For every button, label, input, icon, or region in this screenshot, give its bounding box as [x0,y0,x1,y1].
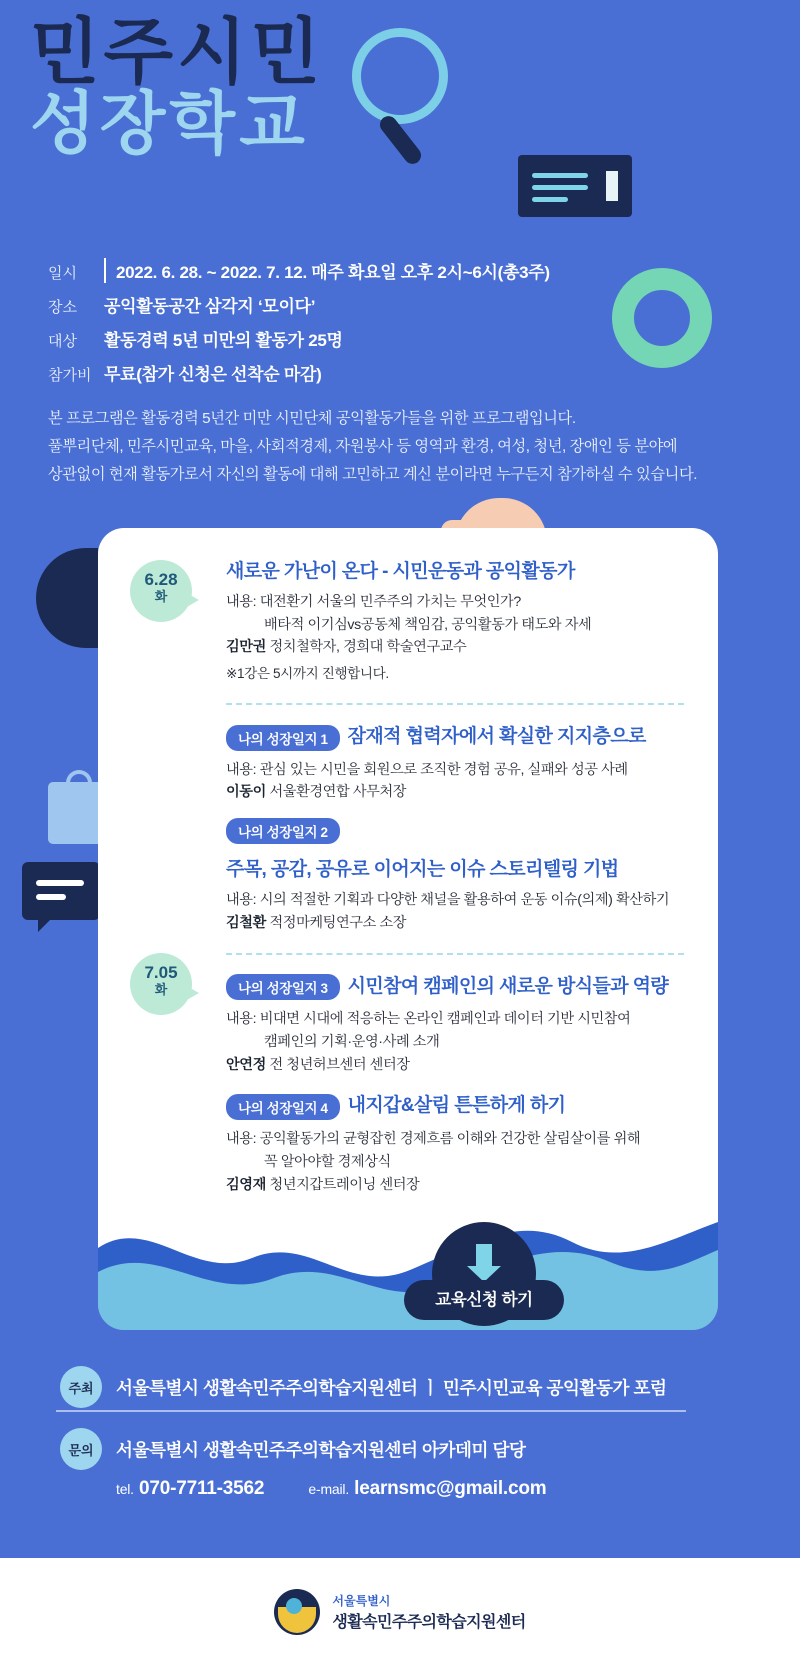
session-1-body-line-1: 내용: 대전환기 서울의 민주주의 가치는 무엇인가? [226,594,521,610]
bag-handle [66,770,92,792]
info-label: 일시 [48,265,77,282]
info-row [48,292,688,317]
description-line-1: 본 프로그램은 활동경력 5년간 미만 시민단체 공익활동가들을 위한 프로그램입니다. [48,410,576,427]
info-table [48,258,688,394]
logo-text-bottom: 생활속민주주의학습지원센터 [332,1614,526,1631]
description-line-3: 상관없이 현재 활동가로서 자신의 활동에 대해 고민하고 계신 분이라면 누구든지 참가하실 수 있습니다. [48,466,698,484]
info-row [48,258,688,283]
speech-line-2 [36,894,66,900]
session-2-weekday: 화 [154,981,168,997]
organization-logo-icon [274,1589,320,1635]
info-value: 활동경력 5년 미만의 활동가 25명 [104,331,343,350]
session-2-speaker-1-desc: 서울환경연합 사무처장 [265,784,407,801]
session-2-chip-2: 나의 성장일지 2 [226,818,340,844]
session-2-title-2: 주목, 공감, 공유로 이어지는 이슈 스토리텔링 기법 [226,859,619,881]
footer-logo-band [0,1558,800,1666]
host-text: 서울특별시 생활속민주주의학습지원센터 ㅣ 민주시민교육 공익활동가 포럼 [116,1377,667,1398]
session-3-body-line-1b: 캠페인의 기획·운영·사례 소개 [264,1034,440,1051]
session-2-title-1: 잠재적 협력자에서 확실한 지지층으로 [347,725,646,747]
tel-label: tel. [116,1481,134,1497]
session-1 [98,528,718,685]
session-3-speaker-1-desc: 전 청년허브센터 센터장 [265,1056,410,1073]
host-badge: 주최 [60,1366,102,1408]
info-row [48,360,688,385]
card-icon-line-1 [532,173,588,178]
info-label: 참가비 [48,367,92,384]
session-1-body-line-2: 배타적 이기심vs공동체 책임감, 공익활동가 태도와 자세 [264,616,592,633]
session-3-speaker-2: 김영재 [226,1176,266,1193]
speech-bubble-icon [22,862,100,920]
session-1-speaker: 김만권 [226,639,266,656]
credits-divider [56,1410,686,1412]
session-3-speaker-1: 안연정 [226,1056,266,1073]
info-value: 2022. 6. 28. ~ 2022. 7. 12. 매주 화요일 오후 2시~6시(총3주) [104,258,550,283]
contact-row [60,1428,750,1470]
info-value: 공익활동공간 삼각지 ‘모이다’ [104,297,316,316]
session-2-date: 7.05 [144,962,178,982]
session-2-speaker-2: 김철환 [226,914,266,931]
session-1-title: 새로운 가난이 온다 - 시민운동과 공익활동가 [226,561,575,582]
session-1-date: 6.28 [144,570,178,589]
session-1-date-bubble [130,560,192,622]
half-circle-decoration [36,548,98,648]
speech-tail [38,918,52,932]
info-label: 대상 [48,333,77,350]
description-line-2: 풀뿌리단체, 민주시민교육, 마을, 사회적경제, 자원봉사 등 영역과 환경, 여성, 청년, 장애인 등 분야에 [48,438,678,456]
session-3-body-line-2: 내용: 공익활동가의 균형잡힌 경제흐름 이해와 건강한 살림살이를 위해 [226,1131,641,1148]
speech-line-1 [36,880,84,886]
session-2-body-2 [226,889,690,934]
session-divider-2 [226,953,684,955]
session-1-note: ※1강은 5시까지 진행합니다. [226,666,389,682]
program-description [48,405,748,489]
contact-text: 서울특별시 생활속민주주의학습지원센터 아카데미 담당 [116,1439,526,1460]
email-value[interactable]: learnsmc@gmail.com [354,1478,547,1499]
session-2-body-line-2: 내용: 시의 적절한 기획과 다양한 채널을 활용하여 운동 이슈(의제) 확산하기 [226,892,670,909]
session-2-body-1 [226,759,690,804]
contact-details [116,1478,750,1500]
session-2-body-line-1: 내용: 관심 있는 시민을 회원으로 조직한 경험 공유, 실패와 성공 사례 [226,761,628,778]
apply-button[interactable] [404,1222,564,1330]
session-2-chip-1: 나의 성장일지 1 [226,725,340,751]
session-3-chip-2: 나의 성장일지 4 [226,1094,340,1120]
session-1-weekday: 화 [154,588,168,604]
session-divider-1 [226,703,684,705]
session-3-body-line-2b: 꼭 알아야할 경제상식 [264,1153,391,1170]
card-icon-chip [606,171,618,201]
organization-logo-text [332,1592,525,1632]
info-row [48,326,688,351]
info-label: 장소 [48,299,77,316]
session-1-speaker-desc: 정치철학자, 경희대 학술연구교수 [265,639,467,656]
session-3-body-2 [226,1128,690,1196]
card-icon-line-3 [532,197,568,202]
session-2-speaker-1: 이동이 [226,784,266,801]
session-3-body-1 [226,1008,690,1076]
tel-value: 070-7711-3562 [138,1478,265,1499]
session-3 [98,971,718,1197]
magnifier-icon [352,28,448,124]
schedule-card [98,528,718,1330]
email-label: e-mail. [308,1481,350,1497]
host-row [60,1366,750,1408]
session-3-chip-1: 나의 성장일지 3 [226,974,340,1000]
session-3-speaker-2-desc: 청년지갑트레이닝 센터장 [265,1176,420,1193]
title-line-2: 성장학교 [30,86,309,163]
session-3-body-line-1: 내용: 비대면 시대에 적응하는 온라인 캠페인과 데이터 기반 시민참여 [226,1011,631,1028]
contact-badge: 문의 [60,1428,102,1470]
logo-text-top: 서울특별시 [332,1594,391,1608]
session-1-body [226,591,690,685]
session-2-speaker-2-desc: 적정마케팅연구소 소장 [265,914,407,931]
down-arrow-icon [476,1244,492,1266]
credits-section [60,1366,750,1500]
document-card-icon [518,155,632,217]
title-line-1: 민주시민 [30,13,325,93]
session-3-title-2: 내지갑&살림 튼튼하게 하기 [347,1095,566,1117]
session-3-title-1: 시민참여 캠페인의 새로운 방식들과 역량 [347,975,669,997]
card-icon-line-2 [532,185,588,190]
apply-button-label[interactable]: 교육신청 하기 [404,1280,564,1320]
info-value: 무료(참가 신청은 선착순 마감) [104,365,322,384]
